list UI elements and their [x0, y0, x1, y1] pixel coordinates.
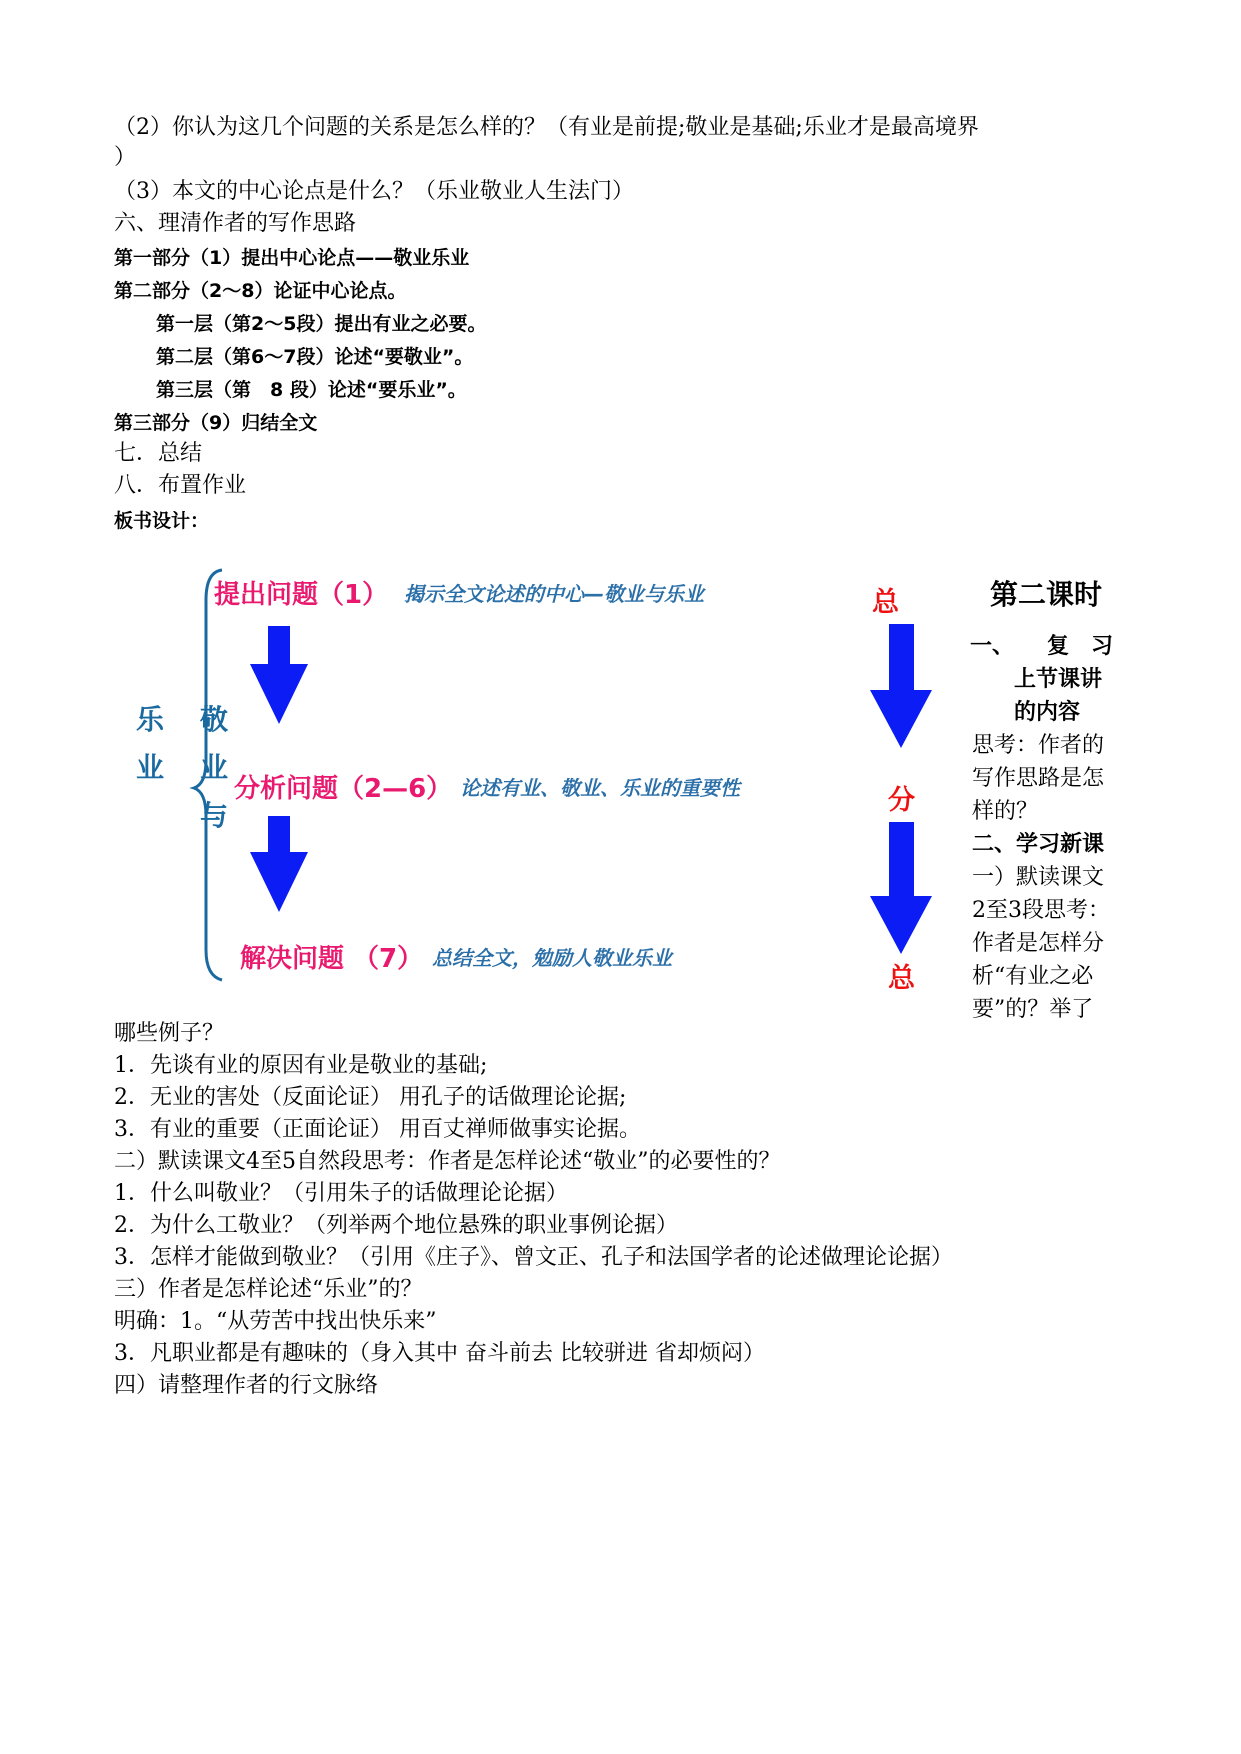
section-four-question: 四）请整理作者的行文脉络 — [114, 1373, 379, 1398]
board-design-label: 板书设计： — [114, 510, 210, 532]
arrow-down-right-1 — [870, 624, 932, 748]
left-column-1-char: 业 — [136, 751, 165, 784]
sidebar-think-line: 写作思路是怎 — [972, 766, 1105, 791]
part-one: 第一部分（1）提出中心论点——敬业乐业 — [114, 247, 470, 269]
right-label-bottom: 总 — [888, 963, 915, 994]
sidebar-learn: 二、学习新课 — [972, 831, 1105, 857]
layer-two: 第二层（第6～7段）论述“要敬业”。 — [156, 346, 474, 368]
right-label-top: 总 — [872, 587, 899, 618]
list-item: 明确：1。“从劳苦中找出快乐来” — [114, 1309, 437, 1334]
left-column-1 — [136, 696, 170, 792]
list-item: 1．什么叫敬业？（引用朱子的话做理论论据） — [114, 1181, 568, 1206]
section-six-heading: 六、理清作者的写作思路 — [114, 211, 357, 236]
question-2-wrap: ） — [114, 145, 137, 170]
row2-desc: 论述有业、敬业、乐业的重要性 — [460, 776, 740, 800]
sidebar-review-2: 上节课讲 — [1014, 666, 1103, 692]
homework-heading: 八．布置作业 — [114, 473, 247, 498]
list-item: 1．先谈有业的原因有业是敬业的基础; — [114, 1053, 488, 1078]
row3-label: 解决问题 （7） — [240, 944, 424, 974]
arrow-down-left-2 — [250, 816, 308, 912]
sidebar-think-line: 思考：作者的 — [972, 733, 1105, 758]
layer-three: 第三层（第 8 段）论述“要乐业”。 — [156, 379, 467, 401]
part-three: 第三部分（9）归结全文 — [114, 412, 318, 434]
arrow-down-right-2 — [870, 822, 932, 954]
sidebar-read-line: 作者是怎样分 — [972, 931, 1105, 956]
left-column-2-char: 业 — [200, 751, 229, 784]
row1-desc: 揭示全文论述的中心—敬业与乐业 — [404, 582, 704, 606]
list-item: 3．有业的重要（正面论证） 用百丈禅师做事实论据。 — [114, 1117, 641, 1142]
examples-question: 哪些例子？ — [114, 1021, 225, 1046]
part-two: 第二部分（2～8）论证中心论点。 — [114, 280, 407, 302]
left-column-2-char: 与 — [200, 799, 229, 832]
question-2-line: （2）你认为这几个问题的关系是怎么样的？（有业是前提;敬业是基础;乐业才是最高境界 — [114, 115, 979, 140]
right-label-mid: 分 — [888, 785, 915, 816]
layer-one: 第一层（第2～5段）提出有业之必要。 — [156, 313, 487, 335]
row1-label: 提出问题（1） — [214, 580, 389, 610]
arrow-down-left-1 — [250, 626, 308, 724]
row3-desc: 总结全文，勉励人敬业乐业 — [432, 946, 672, 970]
sidebar-review-3: 的内容 — [1014, 699, 1081, 725]
sidebar-read — [972, 861, 1132, 1026]
sidebar-read-line: 析“有业之必 — [972, 964, 1094, 989]
sidebar-read-line: 一）默读课文 — [972, 865, 1105, 890]
list-item: 2．无业的害处（反面论证） 用孔子的话做理论论据; — [114, 1085, 627, 1110]
sidebar-think — [972, 729, 1132, 828]
list-item: 3．凡职业都是有趣味的（身入其中 奋斗前去 比较骈进 省却烦闷） — [114, 1341, 765, 1366]
sidebar-read-line: 要”的？举了 — [972, 997, 1094, 1022]
left-column-2-char: 敬 — [200, 703, 229, 736]
list-item: 2．为什么工敬业？（列举两个地位悬殊的职业事例论据） — [114, 1213, 678, 1238]
row2-label: 分析问题（2—6） — [234, 774, 453, 804]
left-column-2 — [200, 696, 234, 840]
question-3-line: （3）本文的中心论点是什么？（乐业敬业人生法门） — [114, 179, 634, 204]
left-column-1-char: 乐 — [136, 703, 165, 736]
section-two-question: 二）默读课文4至5自然段思考：作者是怎样论述“敬业”的必要性的？ — [114, 1149, 781, 1174]
sidebar-think-line: 样的？ — [972, 799, 1039, 824]
section-three-question: 三）作者是怎样论述“乐业”的？ — [114, 1277, 423, 1302]
summary-heading: 七．总结 — [114, 441, 203, 466]
list-item: 3．怎样才能做到敬业？（引用《庄子》、曾文正、孔子和法国学者的论述做理论论据） — [114, 1245, 953, 1270]
sidebar-review: 一、 复 习 — [970, 633, 1114, 659]
sidebar-title: 第二课时 — [990, 578, 1103, 611]
sidebar-read-line: 2至3段思考： — [972, 898, 1110, 923]
